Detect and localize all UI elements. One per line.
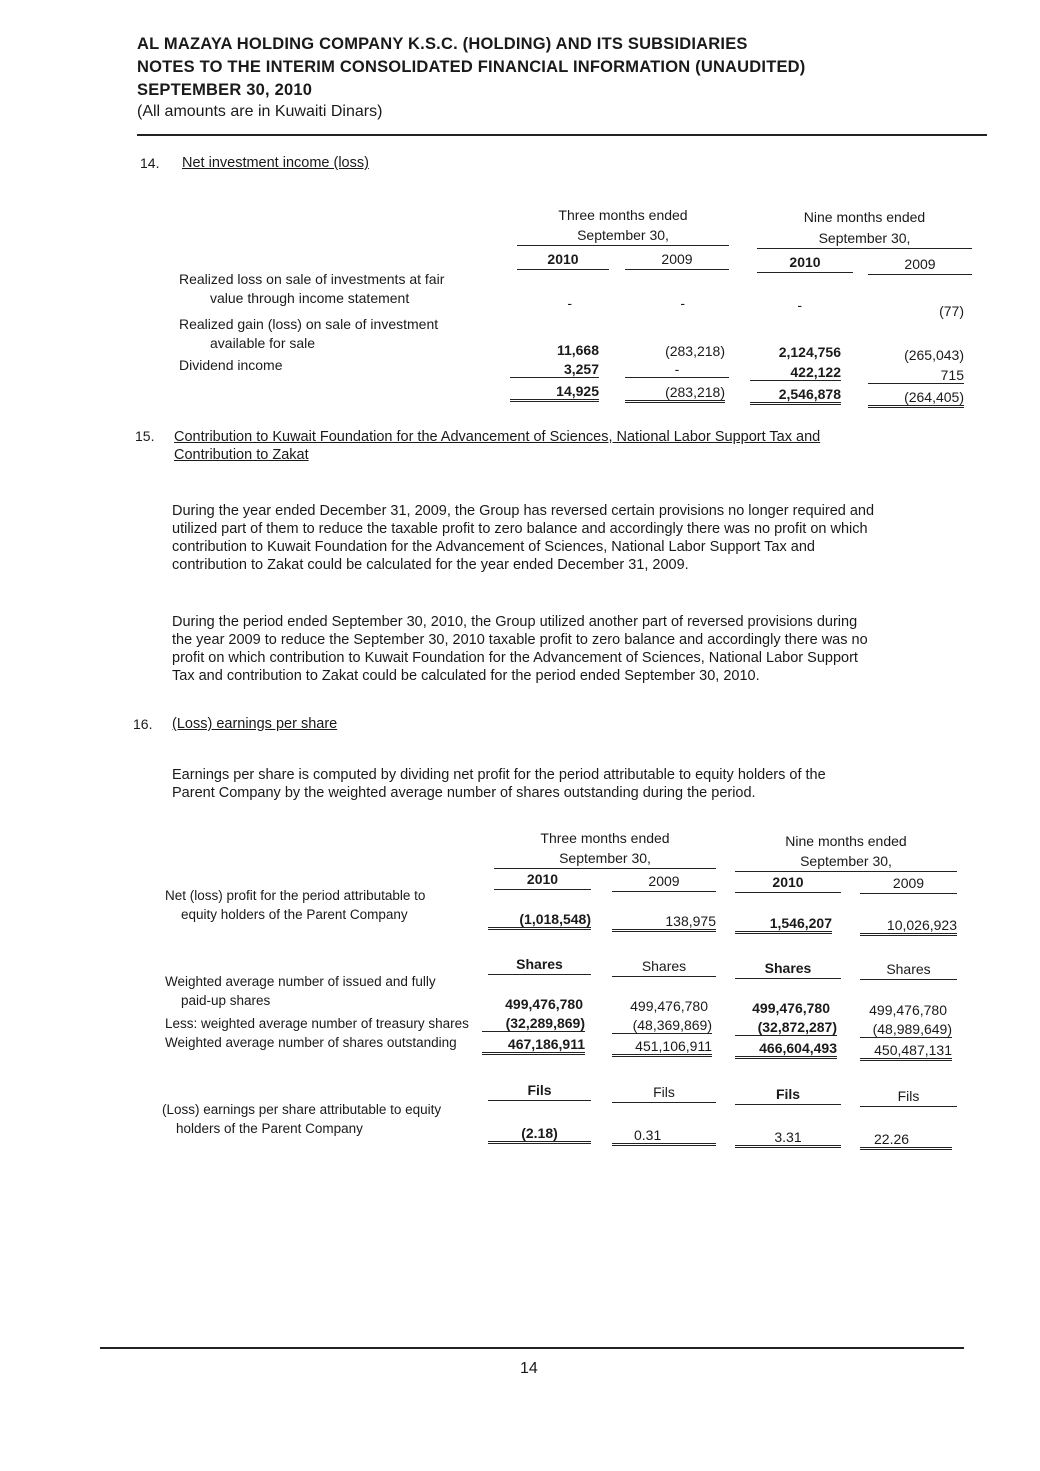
n14-row2-c1: 11,668 [556,342,599,358]
document-date: SEPTEMBER 30, 2010 [137,81,313,99]
n14-three-months-heading: Three months ended [558,207,688,223]
n16-outstanding-c4: 450,487,131 [860,1042,952,1061]
n16-year-2009-a: 2009 [612,872,716,892]
n16-eps-c1: (2.18) [488,1125,591,1144]
n16-year-2009-b: 2009 [860,874,957,894]
note-15-title: Contribution to Kuwait Foundation for the Advancement of Sciences, National Labor Support Tax and Contribution to Zakat [174,429,821,463]
document-title: NOTES TO THE INTERIM CONSOLIDATED FINANCIAL INFORMATION (UNAUDITED) [137,58,806,76]
n16-wa-c4: 499,476,780 [869,1002,947,1018]
n14-row3-c1: 3,257 [510,361,599,378]
n16-wa-c1: 499,476,780 [505,996,583,1012]
n16-treasury-label: Less: weighted average number of treasury shares [165,1016,469,1031]
n16-eps-label: (Loss) earnings per share attributable to equity holders of the Parent Company [162,1102,442,1136]
n14-row1-c2: - [680,295,685,311]
n14-year-2009-b: 2009 [868,255,972,275]
n14-row3-c4: 715 [868,367,964,384]
n14-total-c2: (283,218) [625,384,725,403]
n16-eps-c3: 3.31 [735,1129,841,1148]
n16-net-profit-label: Net (loss) profit for the period attributable to equity holders of the Parent Company [165,888,426,922]
n16-outstanding-label: Weighted average number of shares outstanding [165,1035,457,1050]
n16-eps-c4 [860,1131,952,1150]
note-15-number: 15. [135,428,155,444]
note-16-title: (Loss) earnings per share [172,716,338,732]
n16-year-2010-a: 2010 [494,870,591,890]
header-rule [137,134,987,136]
n14-row3-c3: 422,122 [750,364,841,381]
n16-wa-c3: 499,476,780 [752,1000,830,1016]
n14-total-c4: (264,405) [868,389,964,408]
n14-row2-c3: 2,124,756 [778,344,841,360]
n16-eps-c2-value: 0.31 [634,1127,662,1143]
n16-eps-c4-value: 22.26 [874,1131,910,1147]
n16-fils-unit-c1: Fils [488,1081,591,1101]
n16-nine-months-heading-2: September 30, [735,852,957,872]
n16-three-months-heading-2: September 30, [494,849,716,869]
page-number: 14 [520,1360,538,1377]
n16-outstanding-c1: 467,186,911 [482,1036,585,1055]
n16-np-c4: 10,026,923 [860,917,957,936]
n16-fils-unit-c2: Fils [612,1083,716,1103]
n14-row2-c4: (265,043) [904,347,964,363]
currency-note: (All amounts are in Kuwaiti Dinars) [137,103,383,120]
footer-rule [100,1347,964,1349]
n14-row2-c2: (283,218) [665,343,725,359]
company-name: AL MAZAYA HOLDING COMPANY K.S.C. (HOLDING) AND ITS SUBSIDIARIES [137,35,748,53]
n14-row1-c3: - [797,297,802,313]
note-15-paragraph-1: During the year ended December 31, 2009, the Group has reversed certain provisions no longer required and utilized part of them to reduce the taxable profit to zero balance and accordingly there was no profit on which contribution to Kuwait Foundation for the Advancement of Sciences, National Labor Support Tax and contribution to Zakat could be calculated for the year ended December 31, 2009. [172,503,875,573]
n14-row1-label: Realized loss on sale of investments at fair value through income statement [179,271,445,306]
n16-treasury-c1: (32,289,869) [482,1015,585,1032]
n14-row1-c4: (77) [939,303,964,319]
n16-shares-unit-c4: Shares [860,960,957,980]
n16-shares-unit-c1: Shares [488,955,591,975]
n14-year-2010-a: 2010 [517,250,609,270]
n16-treasury-c3: (32,872,287) [735,1019,837,1036]
n14-row1-c1: - [567,295,572,311]
n16-shares-unit-c2: Shares [612,957,716,977]
n14-nine-months-heading: Nine months ended [803,209,926,225]
n16-treasury-c4: (48,989,649) [860,1021,952,1038]
n14-nine-months-heading-2: September 30, [757,229,972,249]
note-16-number: 16. [133,716,153,732]
note-14-title: Net investment income (loss) [182,155,369,171]
note-15-paragraph-2: During the period ended September 30, 2010, the Group utilized another part of reversed provisions during the year 2009 to reduce the September 30, 2010 taxable profit to zero balance and accordingly there was no profit on which contribution to Kuwait Foundation for the Advancement of Sciences, National Labor Support Tax and contribution to Zakat could be calculated for the period ended September 30, 2010. [172,614,868,684]
n16-fils-unit-c3: Fils [735,1085,841,1105]
n16-eps-c2 [612,1127,716,1146]
n14-total-c1: 14,925 [510,383,599,402]
n16-weighted-avg-label: Weighted average number of issued and fully paid-up shares [165,974,436,1008]
note-14-number: 14. [140,155,160,171]
n16-shares-unit-c3: Shares [735,959,841,979]
n16-treasury-c2: (48,369,869) [612,1017,712,1034]
n14-total-c3: 2,546,878 [750,386,841,405]
n16-outstanding-c3: 466,604,493 [735,1040,837,1059]
n14-row3-c2: - [625,361,729,378]
n14-year-2010-b: 2010 [757,253,853,273]
note-16-paragraph: Earnings per share is computed by dividing net profit for the period attributable to equity holders of the Parent Company by the weighted average number of shares outstanding during the period. [172,767,826,801]
n16-np-c3: 1,546,207 [735,915,832,934]
n16-year-2010-b: 2010 [735,873,841,893]
n16-fils-unit-c4: Fils [860,1087,957,1107]
n16-outstanding-c2: 451,106,911 [612,1038,712,1057]
n16-nine-months-heading: Nine months ended [785,833,907,849]
n14-three-months-heading-2: September 30, [517,226,729,246]
n14-row2-label: Realized gain (loss) on sale of investment available for sale [179,316,439,351]
n14-row3-label: Dividend income [179,357,283,373]
n16-np-c1: (1,018,548) [488,911,591,930]
n16-three-months-heading: Three months ended [540,830,670,846]
n16-wa-c2: 499,476,780 [630,998,708,1014]
n14-year-2009-a: 2009 [625,250,729,270]
n16-np-c2: 138,975 [612,913,716,932]
